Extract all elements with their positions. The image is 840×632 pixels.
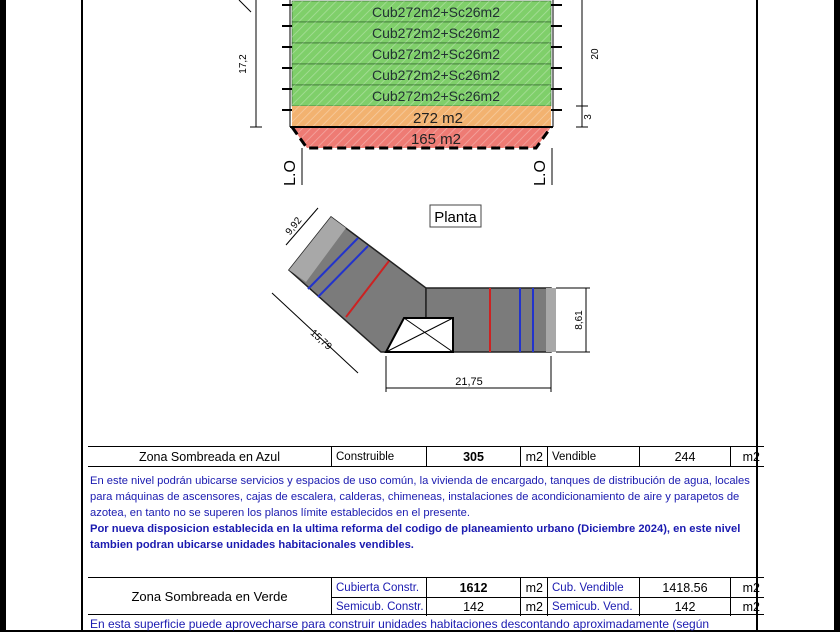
verde-unit-d: m2 xyxy=(742,599,760,614)
azul-text-bold: Por nueva disposicion establecida en la ultima reforma del codigo de planeamiento urbano (Diciembre 2024), en este nivel tambien podran ubicarse unidades habitacionales vendibles. xyxy=(90,523,741,551)
verde-cub-vend-value: 1418.56 xyxy=(640,578,731,597)
azul-vendible-value: 244 xyxy=(640,447,731,466)
verde-label: Zona Sombreada en Verde xyxy=(88,578,332,614)
elevation-section xyxy=(238,0,601,186)
floor-row-label: Cub272m2+Sc26m2 xyxy=(371,46,501,62)
dim-left-label: 17,2 xyxy=(238,54,249,74)
floor-row-label: Cub272m2+Sc26m2 xyxy=(371,88,501,104)
verde-semi-vend-value: 142 xyxy=(640,597,731,616)
verde-semi-vend-label: Semicub. Vend. xyxy=(548,597,640,616)
dim-2175-label: 21,75 xyxy=(455,376,483,388)
floor-plan xyxy=(6,0,834,445)
verde-unit-a: m2 xyxy=(521,578,548,597)
dim-992-label: 9,92 xyxy=(283,215,305,238)
base-area-label: 272 m2 xyxy=(412,110,464,127)
verde-semi-constr-value: 142 xyxy=(427,597,521,616)
verde-description: En esta superficie puede aprovecharse para construir unidades habitaciones descontando aproximadamente (según xyxy=(90,617,710,631)
plan-view xyxy=(272,208,590,392)
azul-row xyxy=(88,446,764,467)
elevation-outline-left xyxy=(239,0,251,12)
floor-row-label: Cub272m2+Sc26m2 xyxy=(371,25,501,41)
floor-row-label: Cub272m2+Sc26m2 xyxy=(371,67,501,83)
dim-861-label: 8,61 xyxy=(574,310,585,330)
dim-1579-label: 15,79 xyxy=(307,327,334,353)
azul-label: Zona Sombreada en Azul xyxy=(88,447,332,466)
document-sheet xyxy=(6,0,834,630)
azul-unit-2: m2 xyxy=(742,449,760,464)
verde-semi-constr-label: Semicub. Constr. xyxy=(332,597,427,616)
dim-right-label: 20 xyxy=(590,48,601,60)
azul-description xyxy=(90,473,758,553)
azul-unit-1: m2 xyxy=(521,447,548,466)
azul-construible-value: 305 xyxy=(427,447,521,466)
lo-left-label: L.O xyxy=(282,160,299,186)
verde-unit-c: m2 xyxy=(521,597,548,616)
verde-cub-constr-label: Cubierta Constr. xyxy=(332,578,427,597)
verde-cub-constr-value: 1612 xyxy=(427,578,521,597)
lo-right-label: L.O xyxy=(532,160,549,186)
top-area-label: 165 m2 xyxy=(410,131,462,148)
azul-vendible-label: Vendible xyxy=(548,447,640,466)
floor-row-label: Cub272m2+Sc26m2 xyxy=(371,4,501,20)
plan-right-wing-edge xyxy=(546,288,556,352)
azul-text-normal: En este nivel podrán ubicarse servicios y espacios de uso común, la vivienda de encargado, tanques de distribución de agua, locales para máquinas de ascensores, cajas de escalera, calderas, chimeneas, instalaciones de acondicionamiento de aire y parapetos de azotea, en tanto no se superen los planos límite establecidos en el presente. xyxy=(90,475,750,519)
verde-row xyxy=(88,577,764,615)
verde-unit-b: m2 xyxy=(742,580,760,595)
planta-label: Planta xyxy=(434,209,477,226)
azul-construible-label: Construible xyxy=(332,447,427,466)
dim-small-label: 3 xyxy=(583,114,594,120)
verde-cub-vend-label: Cub. Vendible xyxy=(548,578,640,597)
